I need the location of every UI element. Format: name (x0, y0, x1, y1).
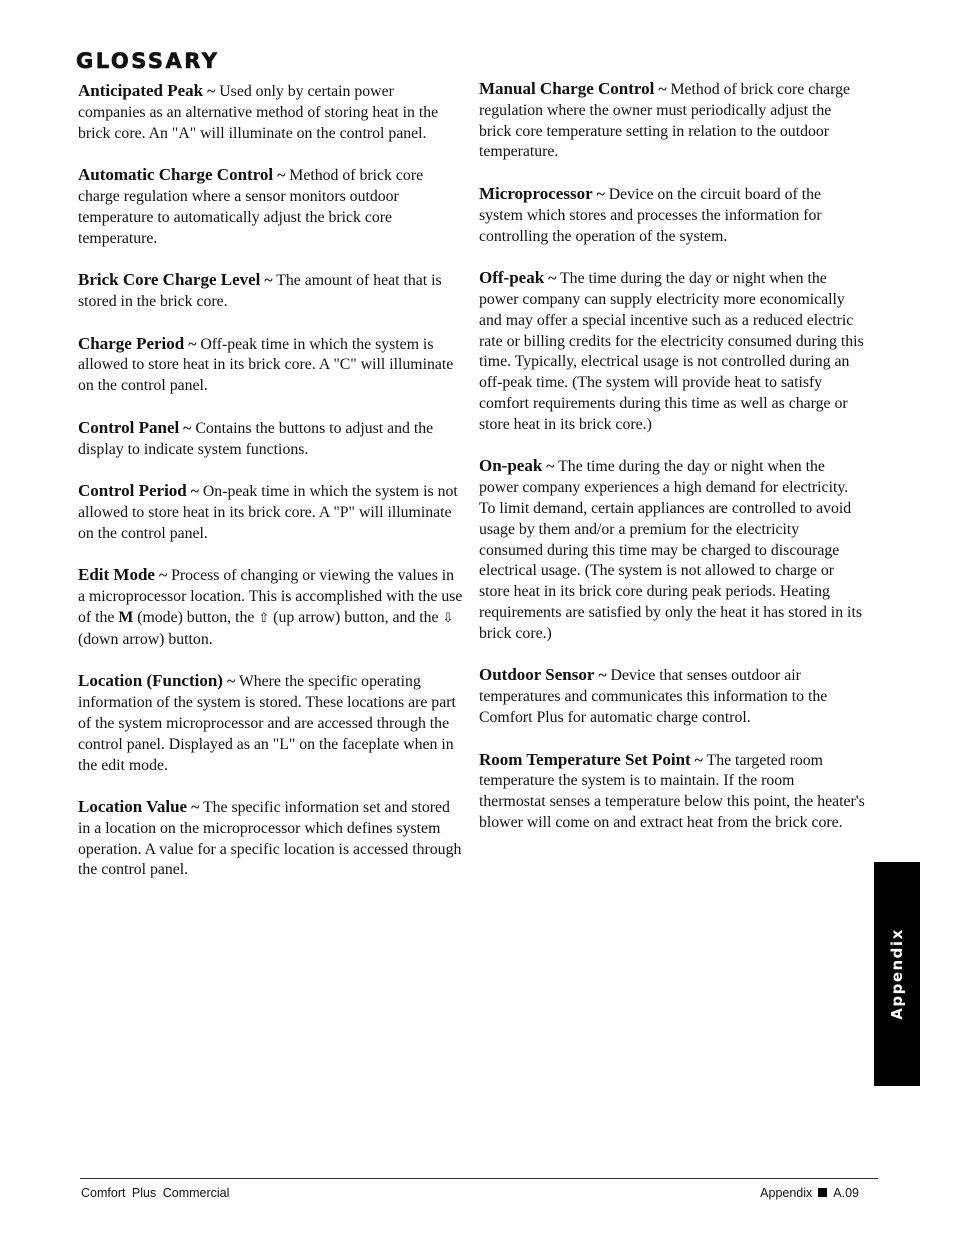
glossary-term: Edit Mode (78, 565, 155, 585)
glossary-entry (479, 268, 865, 435)
term-separator: ~ (226, 673, 236, 691)
side-tab-label: Appendix (888, 928, 906, 1020)
term-separator: ~ (191, 799, 200, 817)
term-separator: ~ (658, 81, 667, 98)
glossary-definition: The targeted room temperature the system is to maintain. If the room thermostat senses a temperature below this point, the heater's blower will come on and extract heat from the brick core. (479, 751, 865, 831)
definition-text: Process of changing or viewing the values in a microprocessor location. This is accomplished with the use of the (78, 567, 463, 626)
glossary-entry (78, 797, 464, 881)
glossary-term: Location (Function) (78, 671, 223, 691)
footer-page-number: A.09 (833, 1186, 859, 1200)
glossary-definition: The time during the day or night when the power company experiences a high demand for electricity. To limit demand, certain appliances are controlled to avoid usage by them and/or a premium for the electricity consumed during this time may be charged to discourage electrical usage. (The system is not allowed to charge or store heat in its brick core during peak periods. Heating requirements are satisfied by only the heat it has stored in its brick core.) (479, 458, 862, 642)
footer-page-info (760, 1186, 859, 1200)
square-bullet-icon (818, 1188, 827, 1197)
glossary-entry (78, 81, 464, 144)
term-separator: ~ (694, 751, 703, 769)
glossary-definition: Used only by certain power companies as an alternative method of storing heat in the brick core. An "A" will illuminate on the control panel. (78, 83, 439, 142)
term-separator: ~ (598, 667, 607, 685)
glossary-right-column (479, 79, 865, 854)
glossary-entry (78, 565, 464, 650)
glossary-entry (78, 165, 464, 249)
glossary-definition: Contains the buttons to adjust and the display to indicate system functions. (78, 419, 434, 458)
glossary-term: Manual Charge Control (479, 79, 655, 98)
glossary-term: Outdoor Sensor (479, 665, 595, 685)
term-separator: ~ (190, 483, 199, 501)
glossary-entry (78, 334, 464, 397)
glossary-entry (479, 665, 865, 728)
glossary-definition: The time during the day or night when the power company can supply electricity more economically and may offer a special incentive such as a reduced electric rate or billing credits for the electricity consumed during this time. Typically, electrical usage is not controlled during an off-peak time. (The system will provide heat to satisfy comfort requirements during this time as well as charge or store heat in its brick core.) (479, 270, 864, 433)
definition-text: (down arrow) button. (78, 630, 213, 648)
down-arrow-icon: ⇩ (442, 610, 454, 626)
term-separator: ~ (158, 567, 168, 585)
glossary-definition: The specific information set and stored in a location on the microprocessor which defines system operation. A value for a specific location is accessed through the control panel. (78, 799, 462, 879)
glossary-entry (479, 456, 865, 644)
glossary-term: Microprocessor (479, 183, 593, 203)
glossary-definition: Device that senses outdoor air temperatures and communicates this information to the Comfort Plus for automatic charge control. (479, 667, 828, 726)
definition-text: (up arrow) button, and the (269, 608, 443, 626)
page-heading: GLOSSARY (76, 49, 220, 73)
mode-button-symbol: M (118, 608, 134, 626)
term-separator: ~ (188, 335, 197, 353)
glossary-definition: Method of brick core charge regulation where the owner must periodically adjust the brick core temperature setting in relation to the outdoor temperature. (479, 81, 851, 161)
glossary-term: Location Value (78, 797, 188, 817)
glossary-entry (78, 671, 464, 776)
glossary-term: Off-peak (479, 268, 545, 288)
term-separator: ~ (546, 458, 555, 476)
footer-document-title: Comfort Plus Commercial (81, 1186, 230, 1200)
term-separator: ~ (548, 270, 557, 288)
glossary-term: Anticipated Peak (78, 81, 204, 100)
term-separator: ~ (183, 419, 192, 437)
term-separator: ~ (264, 272, 273, 290)
glossary-definition: Off-peak time in which the system is allowed to store heat in its brick core. A "C" will illuminate on the control panel. (78, 335, 454, 395)
glossary-definition: On-peak time in which the system is not allowed to store heat in its brick core. A "P" will illuminate on the control panel. (78, 483, 458, 542)
term-separator: ~ (596, 185, 605, 203)
glossary-definition: Method of brick core charge regulation where a sensor monitors outdoor temperature to automatically adjust the brick core temperature. (78, 167, 424, 247)
glossary-definition: Device on the circuit board of the system which stores and processes the information for controlling the operation of the system. (479, 185, 822, 245)
glossary-entry (78, 418, 464, 461)
footer-divider (80, 1178, 878, 1179)
glossary-term: Control Panel (78, 417, 180, 437)
footer-section: Appendix (760, 1186, 813, 1200)
term-separator: ~ (277, 167, 286, 185)
glossary-term: Room Temperature Set Point (479, 749, 691, 769)
term-separator: ~ (207, 83, 216, 100)
up-arrow-icon: ⇧ (258, 610, 270, 626)
glossary-entry (479, 750, 865, 834)
glossary-term: Automatic Charge Control (78, 165, 274, 185)
glossary-entry (78, 481, 464, 544)
glossary-definition: The amount of heat that is stored in the brick core. (78, 272, 442, 310)
glossary-entry (479, 184, 865, 247)
glossary-entry (78, 270, 464, 313)
glossary-term: Charge Period (78, 333, 185, 353)
glossary-definition: Where the specific operating information of the system is stored. These locations are part of the system microprocessor and are accessed through the control panel. Displayed as an "L" on the faceplate when in the edit mode. (78, 673, 456, 774)
appendix-side-tab (874, 862, 920, 1086)
glossary-entry (479, 79, 865, 163)
glossary-left-column (78, 81, 464, 902)
glossary-term: Brick Core Charge Level (78, 270, 261, 290)
definition-text: (mode) button, the (133, 608, 259, 626)
glossary-term: On-peak (479, 456, 543, 476)
glossary-term: Control Period (78, 481, 187, 501)
